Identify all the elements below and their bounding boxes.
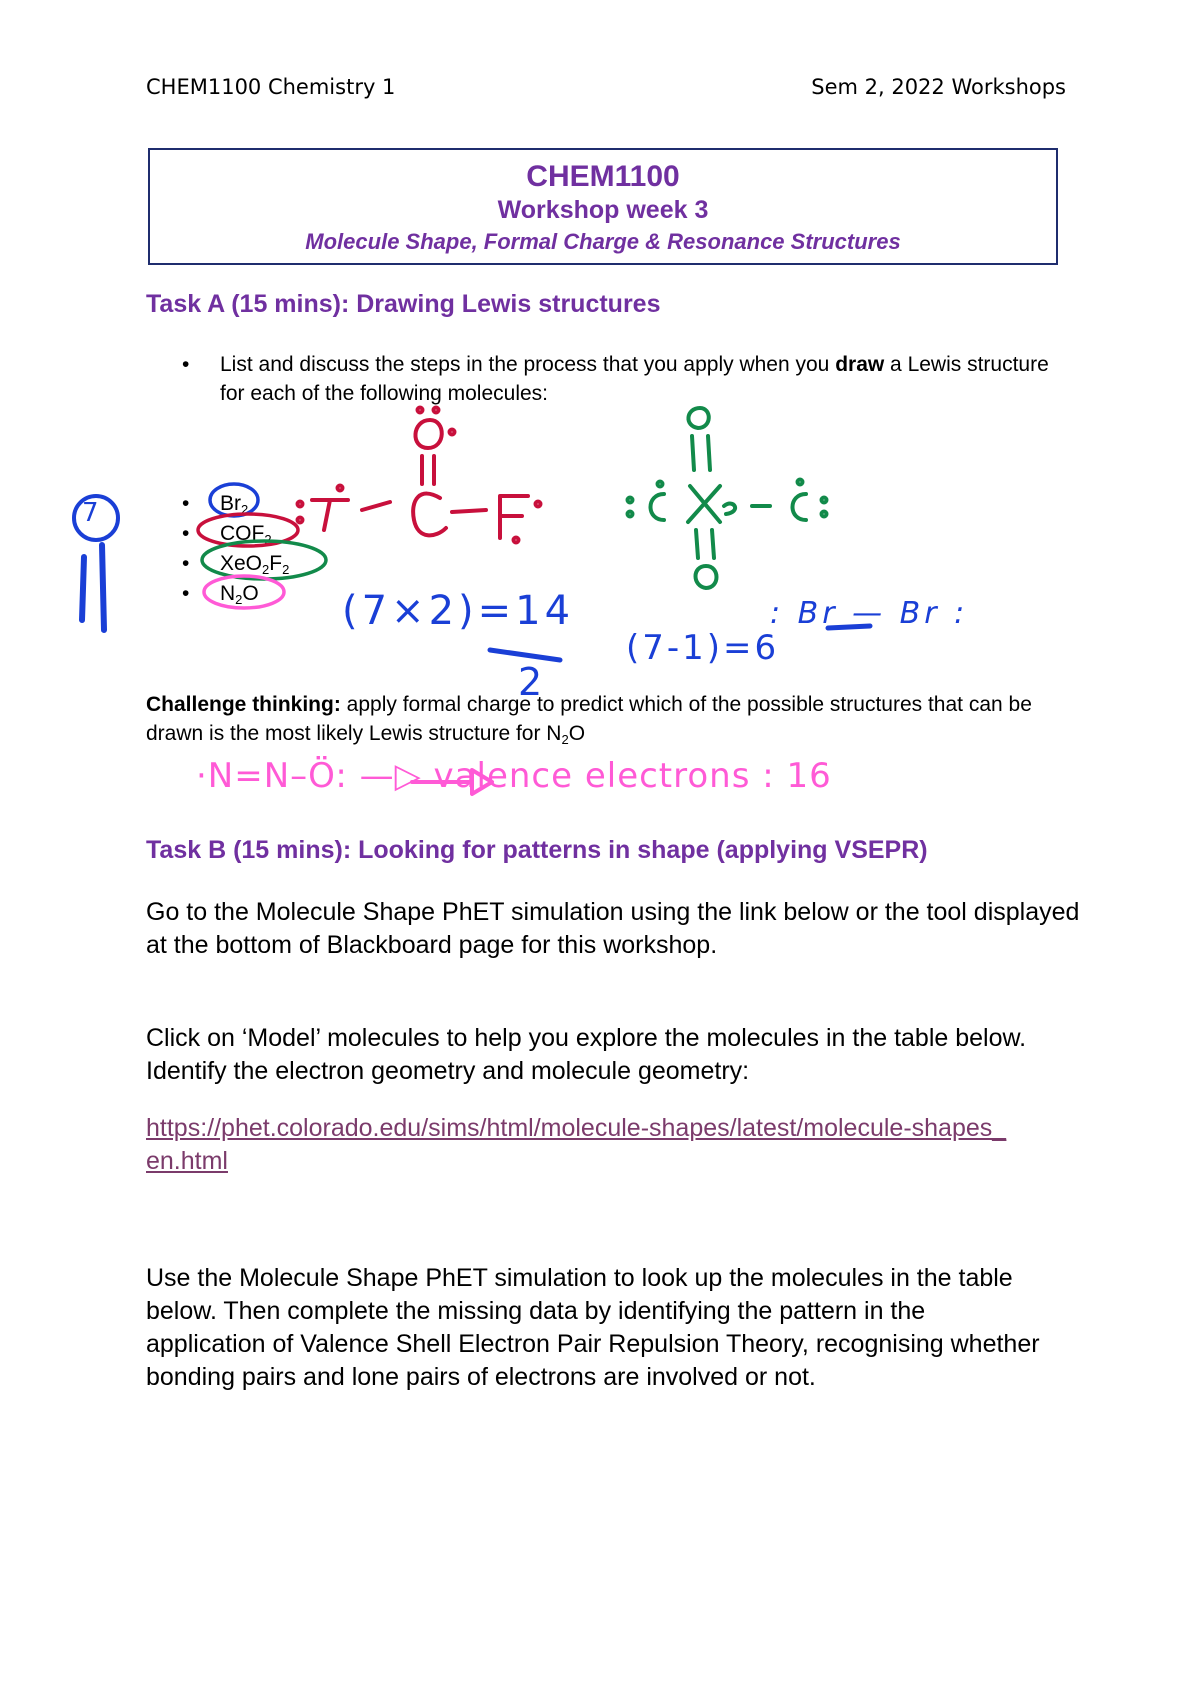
- molecule-sub: 2: [241, 502, 249, 517]
- molecule-sub: 2: [262, 562, 270, 577]
- instruction-bold: draw: [835, 353, 885, 376]
- list-item: • $Br_2$: [182, 492, 249, 517]
- handwritten-n2o: ·N=N–Ö: —▷ valence electrons : 16: [196, 756, 832, 796]
- molecule-base: COF: [220, 522, 265, 545]
- phet-link-container: [146, 1112, 1016, 1178]
- instruction-pre: List and discuss the steps in the process that you apply when you: [220, 353, 836, 376]
- header-left: CHEM1100 Chemistry 1: [146, 75, 396, 99]
- challenge-end: O: [568, 722, 586, 745]
- handwritten-equation-c: (7-1)=6: [626, 628, 780, 668]
- header-right: Sem 2, 2022 Workshops: [811, 75, 1066, 99]
- workshop-week: Workshop week 3: [497, 196, 709, 224]
- task-b-heading: Task B (15 mins): Looking for patterns in shape (applying VSEPR): [146, 836, 928, 864]
- task-b-paragraph-3: Use the Molecule Shape PhET simulation to look up the molecules in the table below. Then complete the missing data by identifying the pattern in the application of Valence Shell Electron Pair Repulsion Theory, recognising whether bonding pairs and lone pairs of electrons are involved or not.: [146, 1264, 1040, 1391]
- xeo2f2-structure-icon: [628, 408, 827, 588]
- bullet-dot: •: [182, 353, 190, 376]
- molecule-sub: 2: [235, 592, 243, 607]
- phet-simulation-link[interactable]: https://phet.colorado.edu/sims/html/molecule-shapes/latest/molecule-shapes_en.html: [146, 1114, 1007, 1175]
- instruction-post: a Lewis structure for each of the following molecules:: [220, 353, 1049, 405]
- tally-mark-icon: [82, 557, 84, 620]
- task-a-heading: Task A (15 mins): Drawing Lewis structures: [146, 290, 661, 318]
- molecule-sub: 2: [264, 532, 272, 547]
- molecule-rest: O: [242, 582, 259, 605]
- molecule-list: [182, 492, 289, 612]
- workshop-subtitle: Molecule Shape, Formal Charge & Resonance Structures: [305, 229, 901, 254]
- course-title: CHEM1100: [526, 160, 680, 193]
- task-b-paragraph-1: Go to the Molecule Shape PhET simulation using the link below or the tool displayed at the bottom of Blackboard page for this workshop.: [146, 898, 1080, 959]
- task-b-paragraph-2: Click on ‘Model’ molecules to help you explore the molecules in the table below. Identify the electron geometry and molecule geometry:: [146, 1024, 1027, 1085]
- challenge-sub: 2: [561, 732, 569, 747]
- list-item: • $COF_2$: [182, 522, 272, 547]
- list-item: • $N_2O$: [182, 582, 259, 607]
- cof2-structure-icon: [298, 408, 541, 543]
- molecule-base: N: [220, 582, 236, 605]
- molecule-sub2: 2: [282, 562, 290, 577]
- molecule-base: Br: [220, 492, 241, 515]
- challenge-label: Challenge thinking:: [146, 693, 341, 716]
- task-a-instruction: [182, 350, 1062, 408]
- challenge-paragraph: [146, 690, 1076, 748]
- title-box: [148, 148, 1058, 265]
- tally-mark-icon: [102, 545, 104, 630]
- challenge-text: apply formal charge to predict which of the possible structures that can be drawn is the most likely Lewis structure for N: [146, 693, 1032, 745]
- molecule-rest: F: [269, 552, 283, 575]
- handwritten-seven: 7: [82, 498, 99, 528]
- handwritten-br2: : Br — Br :: [770, 596, 969, 631]
- handwritten-equation-b: 2: [518, 660, 543, 704]
- molecule-base: XeO: [220, 552, 263, 575]
- handwritten-equation-a: (7×2)=14: [342, 588, 575, 634]
- list-item: • $XeO_2F_2$: [182, 552, 290, 577]
